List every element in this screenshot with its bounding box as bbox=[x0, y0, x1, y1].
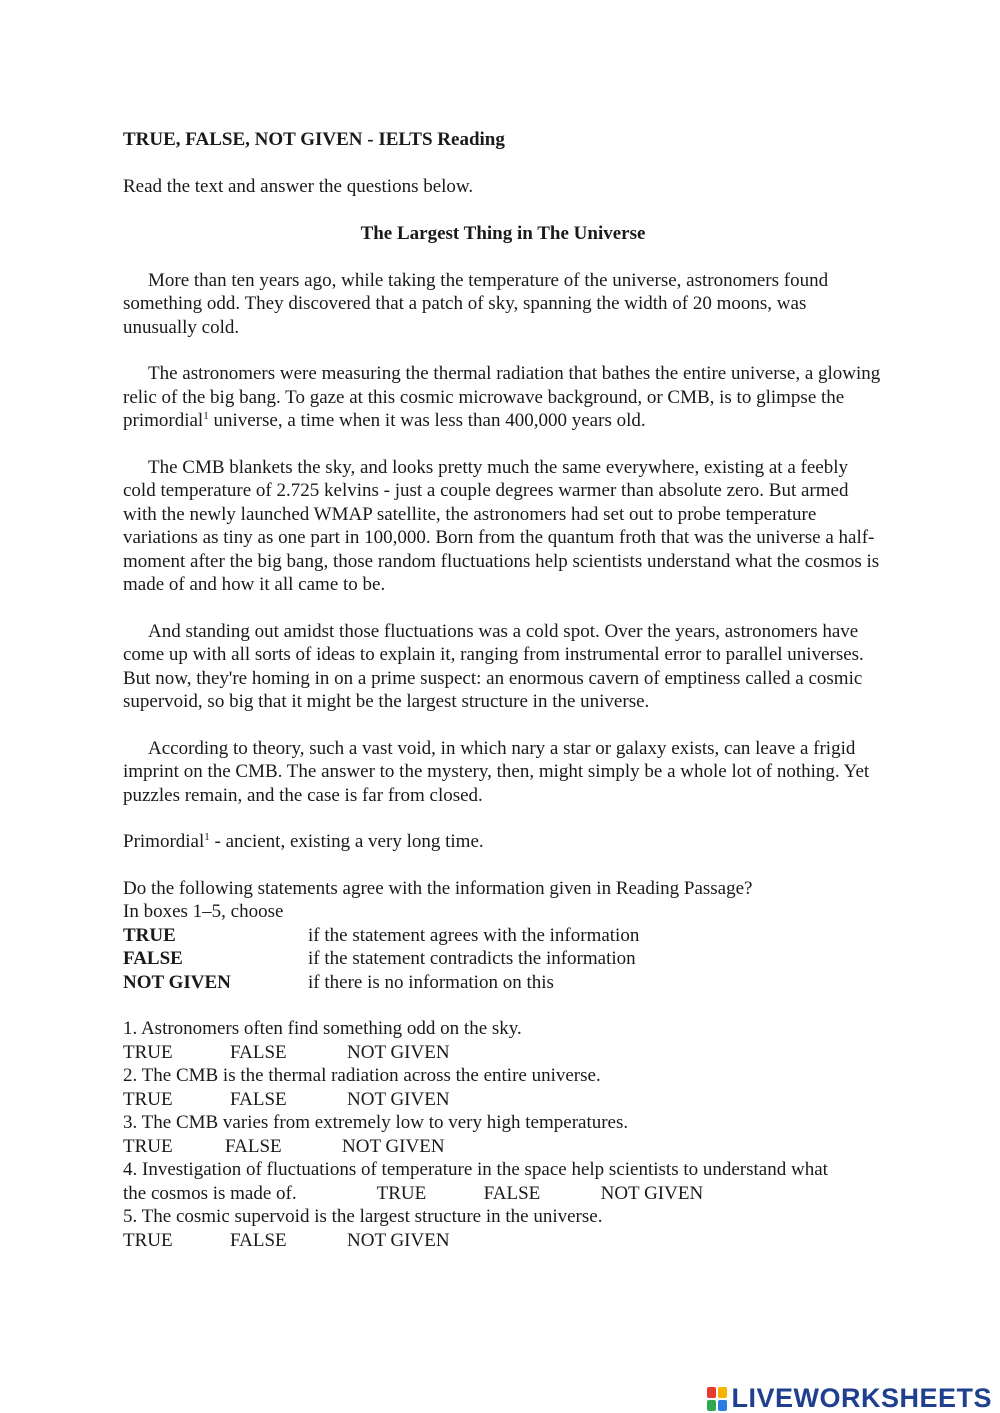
instruction-line: Read the text and answer the questions below. bbox=[123, 175, 474, 197]
question-1: 1. Astronomers often find something odd on the sky. bbox=[123, 1018, 522, 1039]
question-intro: Do the following statements agree with the information given in Reading Passage? bbox=[123, 877, 753, 899]
answer-options-1 bbox=[123, 1041, 883, 1065]
passage-paragraph-1: More than ten years ago, while taking the temperature of the universe, astronomers found something odd. They discovered that a patch of sky, spanning the width of 20 moons, was unusually cold. bbox=[123, 269, 829, 338]
option-false[interactable]: FALSE bbox=[483, 1182, 541, 1204]
option-false[interactable]: FALSE bbox=[230, 1229, 287, 1251]
question-4-tail-text: the cosmos is made of. bbox=[123, 1182, 297, 1204]
paragraph-2-tail: universe, a time when it was less than 400,000 years old. bbox=[208, 410, 646, 431]
key-row-not-given bbox=[123, 971, 883, 995]
key-description: if there is no information on this bbox=[308, 971, 554, 993]
footnote-text: - ancient, existing a very long time. bbox=[209, 831, 484, 852]
option-not-given[interactable]: NOT GIVEN bbox=[347, 1229, 450, 1251]
key-description: if the statement agrees with the information bbox=[308, 924, 640, 946]
worksheet-heading: TRUE, FALSE, NOT GIVEN - IELTS Reading bbox=[123, 129, 505, 150]
liveworksheets-logo-icon bbox=[707, 1387, 727, 1411]
key-term: TRUE bbox=[123, 924, 176, 946]
key-row-true bbox=[123, 924, 883, 948]
answer-options-3 bbox=[123, 1135, 883, 1159]
answer-options-5 bbox=[123, 1229, 883, 1253]
key-description: if the statement contradicts the information bbox=[308, 948, 636, 969]
option-not-given[interactable]: NOT GIVEN bbox=[347, 1041, 450, 1063]
option-true[interactable]: TRUE bbox=[376, 1182, 427, 1204]
liveworksheets-logo[interactable] bbox=[707, 1383, 992, 1413]
question-5: 5. The cosmic supervoid is the largest structure in the universe. bbox=[123, 1206, 603, 1227]
option-not-given[interactable]: NOT GIVEN bbox=[347, 1088, 450, 1110]
key-term: FALSE bbox=[123, 948, 183, 969]
brand-name: LIVEWORKSHEETS bbox=[731, 1383, 992, 1413]
question-4-continuation bbox=[123, 1182, 883, 1206]
option-true[interactable]: TRUE bbox=[123, 1135, 173, 1157]
passage-paragraph-4: And standing out amidst those fluctuations was a cold spot. Over the years, astronomers have come up with all sorts of ideas to explain it, ranging from instrumental error to parallel universes. But now, they're homing in on a prime suspect: an enormous cavern of emptiness called a cosmic supervoid, so big that it might be the largest structure in the universe. bbox=[123, 620, 864, 712]
passage-paragraph-5: According to theory, such a vast void, in which nary a star or galaxy exists, can leave a frigid imprint on the CMB. The answer to the mystery, then, might simply be a whole lot of nothing. Yet puzzles remain, and the case is far from closed. bbox=[123, 737, 870, 806]
footnote bbox=[123, 830, 883, 854]
option-true[interactable]: TRUE bbox=[123, 1088, 173, 1110]
option-false[interactable]: FALSE bbox=[230, 1088, 287, 1110]
option-true[interactable]: TRUE bbox=[123, 1041, 173, 1063]
answer-options-2 bbox=[123, 1088, 883, 1112]
key-row-false bbox=[123, 947, 883, 971]
worksheet-page bbox=[123, 128, 883, 1252]
option-false[interactable]: FALSE bbox=[230, 1041, 287, 1063]
footnote-superscript: 1 bbox=[204, 831, 210, 843]
passage-title: The Largest Thing in The Universe bbox=[360, 223, 646, 244]
question-3: 3. The CMB varies from extremely low to very high temperatures. bbox=[123, 1112, 629, 1133]
option-not-given[interactable]: NOT GIVEN bbox=[600, 1182, 704, 1204]
boxes-line: In boxes 1–5, choose bbox=[123, 901, 284, 922]
option-not-given[interactable]: NOT GIVEN bbox=[342, 1135, 445, 1157]
footnote-marker: 1 bbox=[203, 410, 209, 422]
question-4: 4. Investigation of fluctuations of temperature in the space help scientists to understand what bbox=[123, 1159, 828, 1180]
option-true[interactable]: TRUE bbox=[123, 1229, 173, 1251]
passage-paragraph-3: The CMB blankets the sky, and looks pretty much the same everywhere, existing at a feebly cold temperature of 2.725 kelvins - just a couple degrees warmer than absolute zero. But armed with the newly launched WMAP satellite, the astronomers had set out to probe temperature variations as tiny as one part in 100,000. Born from the quantum froth that was the universe a half-moment after the big bang, those random fluctuations help scientists understand what the cosmos is made of and how it all came to be. bbox=[123, 456, 880, 595]
paragraph-2-text: The astronomers were measuring the thermal radiation that bathes the entire universe, a glowing relic of the big bang. To gaze at this cosmic microwave background, or CMB, is to glimpse the primordial bbox=[123, 363, 881, 431]
key-term: NOT GIVEN bbox=[123, 971, 231, 993]
footnote-word: Primordial bbox=[123, 831, 205, 852]
passage-paragraph-2 bbox=[123, 362, 883, 433]
question-2: 2. The CMB is the thermal radiation across the entire universe. bbox=[123, 1065, 601, 1086]
option-false[interactable]: FALSE bbox=[225, 1135, 282, 1157]
